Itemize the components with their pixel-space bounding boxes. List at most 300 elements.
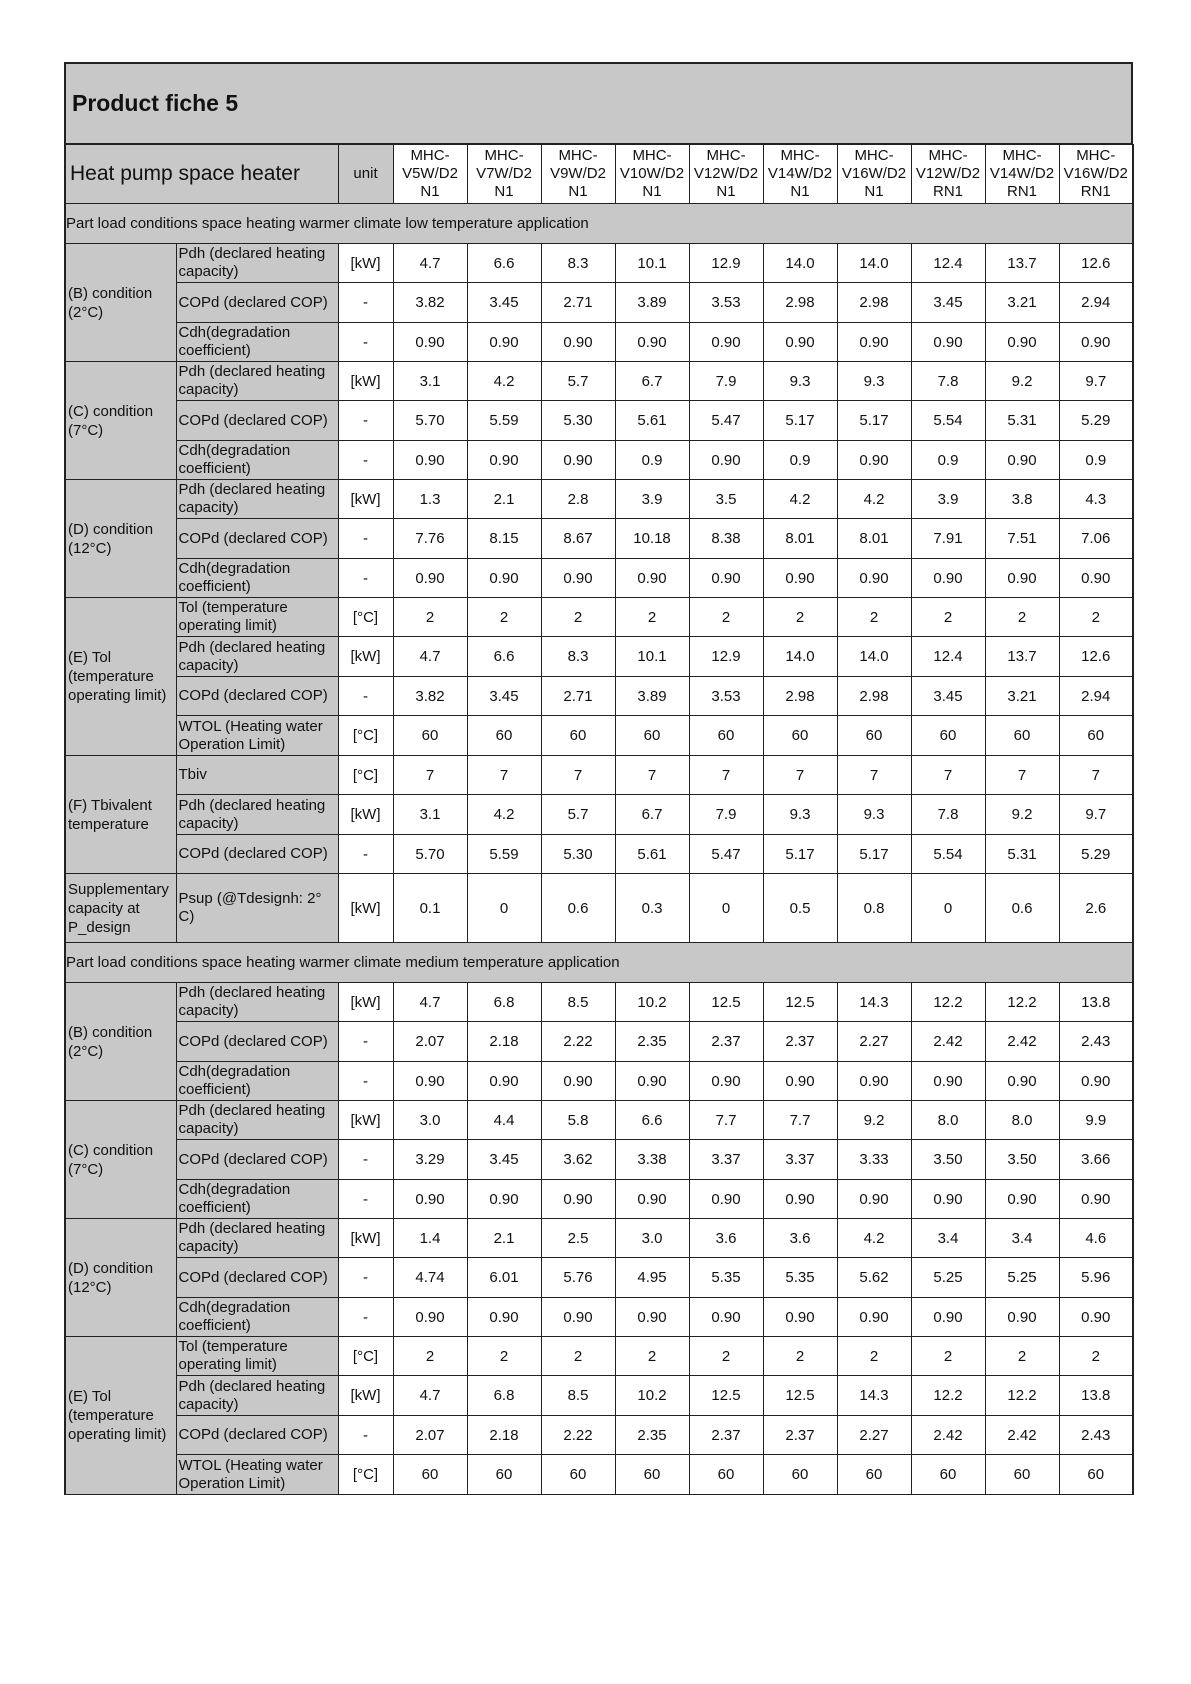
value-cell: 12.2	[985, 1376, 1059, 1416]
table-row	[65, 441, 1133, 480]
value-cell: 7.51	[985, 519, 1059, 559]
value-cell: 3.8	[985, 480, 1059, 519]
value-cell: 2	[393, 1337, 467, 1376]
value-cell: 3.45	[911, 283, 985, 323]
value-cell: 0.90	[541, 441, 615, 480]
value-cell: 5.31	[985, 401, 1059, 441]
model-header-line: MHC-	[928, 147, 968, 164]
value-cell: 4.2	[467, 795, 541, 835]
condition-label: (C) condition (7°C)	[65, 1101, 176, 1219]
model-header-line: MHC-	[1076, 147, 1116, 164]
table-row	[65, 1376, 1133, 1416]
table-row	[65, 283, 1133, 323]
value-cell: 12.5	[689, 983, 763, 1022]
value-cell: 60	[763, 1455, 837, 1495]
value-cell: 60	[1059, 716, 1133, 756]
value-cell: 0.90	[985, 441, 1059, 480]
value-cell: 3.21	[985, 283, 1059, 323]
value-cell: 2.98	[763, 677, 837, 716]
title-bar	[64, 62, 1133, 144]
parameter-label: Cdh(degradation coefficient)	[176, 559, 338, 598]
value-cell: 3.4	[985, 1219, 1059, 1258]
value-cell: 3.50	[911, 1140, 985, 1180]
value-cell: 2.94	[1059, 677, 1133, 716]
value-cell: 2.94	[1059, 283, 1133, 323]
value-cell: 2	[467, 598, 541, 637]
value-cell: 60	[911, 1455, 985, 1495]
value-cell: 8.38	[689, 519, 763, 559]
parameter-label: Tol (temperature operating limit)	[176, 598, 338, 637]
value-cell: 5.35	[689, 1258, 763, 1298]
value-cell: 5.47	[689, 401, 763, 441]
value-cell: 4.7	[393, 637, 467, 677]
value-cell: 3.5	[689, 480, 763, 519]
model-header-line: N1	[568, 183, 588, 200]
model-header-line: V5W/D2	[402, 165, 458, 182]
table-row	[65, 519, 1133, 559]
value-cell: 4.4	[467, 1101, 541, 1140]
value-cell: 6.7	[615, 362, 689, 401]
model-header-line: MHC-	[854, 147, 894, 164]
value-cell: 4.2	[467, 362, 541, 401]
value-cell: 0.90	[689, 1180, 763, 1219]
unit-cell: [°C]	[338, 1337, 393, 1376]
model-header	[393, 145, 467, 204]
table-row	[65, 1101, 1133, 1140]
model-header-line: MHC-	[1002, 147, 1042, 164]
value-cell: 9.3	[763, 795, 837, 835]
value-cell: 8.15	[467, 519, 541, 559]
value-cell: 2.22	[541, 1416, 615, 1455]
value-cell: 0.90	[1059, 1298, 1133, 1337]
value-cell: 0.90	[837, 323, 911, 362]
table-row	[65, 1455, 1133, 1495]
value-cell: 2	[467, 1337, 541, 1376]
unit-cell: [kW]	[338, 1101, 393, 1140]
value-cell: 2.18	[467, 1416, 541, 1455]
model-header-line: V14W/D2	[767, 165, 833, 182]
model-header-line: N1	[790, 183, 810, 200]
parameter-label: Cdh(degradation coefficient)	[176, 1180, 338, 1219]
value-cell: 9.3	[837, 362, 911, 401]
table-row	[65, 1298, 1133, 1337]
value-cell: 2.22	[541, 1022, 615, 1062]
value-cell: 2.37	[763, 1022, 837, 1062]
value-cell: 0.90	[689, 1298, 763, 1337]
model-header-line: RN1	[1080, 183, 1111, 200]
condition-label: (B) condition (2°C)	[65, 983, 176, 1101]
condition-label: (C) condition (7°C)	[65, 362, 176, 480]
value-cell: 2	[541, 1337, 615, 1376]
value-cell: 0.90	[837, 1062, 911, 1101]
value-cell: 0.90	[837, 1298, 911, 1337]
parameter-label: COPd (declared COP)	[176, 835, 338, 874]
value-cell: 60	[911, 716, 985, 756]
value-cell: 2.35	[615, 1416, 689, 1455]
header-unit: unit	[338, 145, 393, 204]
value-cell: 60	[985, 1455, 1059, 1495]
unit-cell: [°C]	[338, 1455, 393, 1495]
value-cell: 5.62	[837, 1258, 911, 1298]
value-cell: 8.67	[541, 519, 615, 559]
value-cell: 0.90	[615, 323, 689, 362]
value-cell: 13.7	[985, 244, 1059, 283]
value-cell: 5.47	[689, 835, 763, 874]
table-row	[65, 1416, 1133, 1455]
value-cell: 0.90	[1059, 323, 1133, 362]
value-cell: 14.0	[837, 244, 911, 283]
value-cell: 5.25	[911, 1258, 985, 1298]
table-row	[65, 835, 1133, 874]
value-cell: 14.3	[837, 983, 911, 1022]
value-cell: 3.66	[1059, 1140, 1133, 1180]
value-cell: 12.2	[911, 1376, 985, 1416]
value-cell: 0.90	[467, 1062, 541, 1101]
unit-cell: -	[338, 323, 393, 362]
value-cell: 4.74	[393, 1258, 467, 1298]
value-cell: 5.59	[467, 835, 541, 874]
value-cell: 3.6	[763, 1219, 837, 1258]
value-cell: 0.90	[837, 559, 911, 598]
value-cell: 2.27	[837, 1022, 911, 1062]
value-cell: 0.90	[911, 1298, 985, 1337]
value-cell: 10.18	[615, 519, 689, 559]
value-cell: 12.6	[1059, 637, 1133, 677]
unit-cell: [kW]	[338, 1376, 393, 1416]
value-cell: 13.8	[1059, 1376, 1133, 1416]
parameter-label: WTOL (Heating water Operation Limit)	[176, 1455, 338, 1495]
value-cell: 14.3	[837, 1376, 911, 1416]
value-cell: 0.90	[837, 1180, 911, 1219]
value-cell: 0.90	[467, 1298, 541, 1337]
unit-cell: -	[338, 1022, 393, 1062]
value-cell: 60	[689, 716, 763, 756]
value-cell: 60	[763, 716, 837, 756]
value-cell: 2.1	[467, 480, 541, 519]
value-cell: 5.35	[763, 1258, 837, 1298]
value-cell: 5.17	[837, 401, 911, 441]
table-row	[65, 1337, 1133, 1376]
value-cell: 12.5	[689, 1376, 763, 1416]
unit-cell: -	[338, 835, 393, 874]
value-cell: 7.8	[911, 795, 985, 835]
value-cell: 5.76	[541, 1258, 615, 1298]
value-cell: 5.54	[911, 835, 985, 874]
value-cell: 6.8	[467, 983, 541, 1022]
value-cell: 3.45	[467, 1140, 541, 1180]
model-header	[985, 145, 1059, 204]
value-cell: 60	[541, 716, 615, 756]
table-row	[65, 874, 1133, 943]
value-cell: 0	[911, 874, 985, 943]
value-cell: 0.90	[393, 1298, 467, 1337]
table-row	[65, 983, 1133, 1022]
value-cell: 0.90	[911, 1180, 985, 1219]
table-row	[65, 598, 1133, 637]
model-header	[467, 145, 541, 204]
unit-cell: [kW]	[338, 795, 393, 835]
value-cell: 60	[1059, 1455, 1133, 1495]
value-cell: 0	[689, 874, 763, 943]
value-cell: 2	[689, 598, 763, 637]
parameter-label: Pdh (declared heating capacity)	[176, 362, 338, 401]
value-cell: 8.01	[837, 519, 911, 559]
value-cell: 2.07	[393, 1416, 467, 1455]
value-cell: 12.5	[763, 983, 837, 1022]
value-cell: 2.18	[467, 1022, 541, 1062]
value-cell: 0.90	[541, 323, 615, 362]
unit-cell: [kW]	[338, 244, 393, 283]
table-row	[65, 1022, 1133, 1062]
model-header-line: MHC-	[484, 147, 524, 164]
value-cell: 4.95	[615, 1258, 689, 1298]
value-cell: 10.1	[615, 637, 689, 677]
value-cell: 5.30	[541, 401, 615, 441]
value-cell: 4.6	[1059, 1219, 1133, 1258]
model-header-line: V9W/D2	[550, 165, 606, 182]
product-fiche-sheet	[64, 62, 1133, 1495]
value-cell: 0.90	[763, 559, 837, 598]
value-cell: 10.2	[615, 1376, 689, 1416]
parameter-label: Pdh (declared heating capacity)	[176, 244, 338, 283]
parameter-label: COPd (declared COP)	[176, 1258, 338, 1298]
value-cell: 8.5	[541, 983, 615, 1022]
section-title: Part load conditions space heating warmer climate medium temperature application	[65, 943, 1133, 983]
value-cell: 7	[393, 756, 467, 795]
model-header-line: MHC-	[632, 147, 672, 164]
value-cell: 12.2	[985, 983, 1059, 1022]
parameter-label: Psup (@Tdesignh: 2° C)	[176, 874, 338, 943]
value-cell: 2	[1059, 1337, 1133, 1376]
model-header-line: V7W/D2	[476, 165, 532, 182]
model-header-line: V16W/D2	[1063, 165, 1128, 182]
value-cell: 0.6	[541, 874, 615, 943]
table-row	[65, 1062, 1133, 1101]
value-cell: 0.90	[615, 1298, 689, 1337]
value-cell: 3.38	[615, 1140, 689, 1180]
value-cell: 2.43	[1059, 1416, 1133, 1455]
model-header-line: N1	[494, 183, 514, 200]
value-cell: 3.82	[393, 283, 467, 323]
model-header-line: V12W/D2	[693, 165, 759, 182]
value-cell: 2	[393, 598, 467, 637]
model-header-line: RN1	[933, 183, 964, 200]
value-cell: 0.90	[467, 559, 541, 598]
parameter-label: Cdh(degradation coefficient)	[176, 1298, 338, 1337]
value-cell: 7.9	[689, 362, 763, 401]
value-cell: 2	[763, 1337, 837, 1376]
value-cell: 0.90	[911, 323, 985, 362]
unit-cell: -	[338, 1416, 393, 1455]
value-cell: 14.0	[763, 637, 837, 677]
value-cell: 0.90	[689, 1062, 763, 1101]
table-row	[65, 677, 1133, 716]
value-cell: 0.90	[393, 1062, 467, 1101]
table-row	[65, 1258, 1133, 1298]
value-cell: 2.98	[837, 677, 911, 716]
value-cell: 2.35	[615, 1022, 689, 1062]
table-row	[65, 637, 1133, 677]
value-cell: 60	[393, 716, 467, 756]
value-cell: 8.0	[985, 1101, 1059, 1140]
value-cell: 5.17	[763, 401, 837, 441]
value-cell: 5.70	[393, 835, 467, 874]
table-row	[65, 795, 1133, 835]
value-cell: 2.42	[985, 1416, 1059, 1455]
value-cell: 0.90	[615, 559, 689, 598]
value-cell: 12.9	[689, 637, 763, 677]
table-row	[65, 480, 1133, 519]
value-cell: 0.90	[985, 323, 1059, 362]
parameter-label: Cdh(degradation coefficient)	[176, 441, 338, 480]
value-cell: 7.8	[911, 362, 985, 401]
value-cell: 10.1	[615, 244, 689, 283]
value-cell: 0	[467, 874, 541, 943]
unit-cell: [kW]	[338, 983, 393, 1022]
value-cell: 60	[541, 1455, 615, 1495]
unit-cell: -	[338, 283, 393, 323]
value-cell: 7.7	[689, 1101, 763, 1140]
value-cell: 0.90	[541, 1298, 615, 1337]
condition-label: (D) condition (12°C)	[65, 480, 176, 598]
value-cell: 3.53	[689, 283, 763, 323]
unit-cell: -	[338, 401, 393, 441]
value-cell: 8.5	[541, 1376, 615, 1416]
value-cell: 5.30	[541, 835, 615, 874]
value-cell: 7	[1059, 756, 1133, 795]
header-row	[65, 145, 1133, 204]
value-cell: 10.2	[615, 983, 689, 1022]
table-row	[65, 1219, 1133, 1258]
parameter-label: Tbiv	[176, 756, 338, 795]
value-cell: 2.5	[541, 1219, 615, 1258]
parameter-label: Pdh (declared heating capacity)	[176, 983, 338, 1022]
value-cell: 3.45	[467, 677, 541, 716]
value-cell: 60	[837, 1455, 911, 1495]
value-cell: 0.90	[541, 559, 615, 598]
value-cell: 2	[837, 598, 911, 637]
table-row	[65, 1180, 1133, 1219]
value-cell: 5.61	[615, 401, 689, 441]
unit-cell: -	[338, 441, 393, 480]
model-header	[911, 145, 985, 204]
value-cell: 5.54	[911, 401, 985, 441]
value-cell: 0.9	[1059, 441, 1133, 480]
value-cell: 6.7	[615, 795, 689, 835]
value-cell: 3.82	[393, 677, 467, 716]
value-cell: 5.29	[1059, 835, 1133, 874]
value-cell: 4.7	[393, 1376, 467, 1416]
value-cell: 5.17	[837, 835, 911, 874]
value-cell: 3.33	[837, 1140, 911, 1180]
value-cell: 5.7	[541, 362, 615, 401]
value-cell: 7.91	[911, 519, 985, 559]
model-header	[763, 145, 837, 204]
value-cell: 9.2	[837, 1101, 911, 1140]
value-cell: 60	[393, 1455, 467, 1495]
parameter-label: COPd (declared COP)	[176, 1022, 338, 1062]
value-cell: 7.9	[689, 795, 763, 835]
value-cell: 0.90	[393, 441, 467, 480]
condition-label: (E) Tol (temperature operating limit)	[65, 598, 176, 756]
value-cell: 6.01	[467, 1258, 541, 1298]
value-cell: 6.8	[467, 1376, 541, 1416]
value-cell: 3.6	[689, 1219, 763, 1258]
value-cell: 9.7	[1059, 795, 1133, 835]
model-header-line: V16W/D2	[841, 165, 907, 182]
value-cell: 0.90	[763, 1062, 837, 1101]
value-cell: 7	[837, 756, 911, 795]
value-cell: 3.0	[615, 1219, 689, 1258]
value-cell: 60	[689, 1455, 763, 1495]
value-cell: 0.90	[985, 559, 1059, 598]
value-cell: 60	[615, 1455, 689, 1495]
value-cell: 5.17	[763, 835, 837, 874]
table-row	[65, 323, 1133, 362]
value-cell: 60	[467, 1455, 541, 1495]
parameter-label: Pdh (declared heating capacity)	[176, 480, 338, 519]
value-cell: 2	[911, 598, 985, 637]
value-cell: 7	[467, 756, 541, 795]
value-cell: 4.2	[763, 480, 837, 519]
value-cell: 0.90	[1059, 1180, 1133, 1219]
value-cell: 4.2	[837, 480, 911, 519]
parameter-label: Pdh (declared heating capacity)	[176, 1219, 338, 1258]
model-header	[1059, 145, 1133, 204]
value-cell: 7	[615, 756, 689, 795]
value-cell: 0.90	[393, 1180, 467, 1219]
value-cell: 7.7	[763, 1101, 837, 1140]
value-cell: 2.37	[689, 1416, 763, 1455]
value-cell: 9.9	[1059, 1101, 1133, 1140]
value-cell: 2	[985, 598, 1059, 637]
value-cell: 2	[541, 598, 615, 637]
value-cell: 3.9	[615, 480, 689, 519]
parameter-label: Cdh(degradation coefficient)	[176, 323, 338, 362]
value-cell: 3.21	[985, 677, 1059, 716]
parameter-label: WTOL (Heating water Operation Limit)	[176, 716, 338, 756]
table-row	[65, 716, 1133, 756]
value-cell: 7	[541, 756, 615, 795]
value-cell: 0.90	[985, 1062, 1059, 1101]
value-cell: 8.0	[911, 1101, 985, 1140]
value-cell: 0.90	[615, 1062, 689, 1101]
parameter-label: COPd (declared COP)	[176, 519, 338, 559]
value-cell: 2.42	[911, 1022, 985, 1062]
value-cell: 3.0	[393, 1101, 467, 1140]
value-cell: 7.06	[1059, 519, 1133, 559]
value-cell: 4.2	[837, 1219, 911, 1258]
model-header-line: V12W/D2	[915, 165, 981, 182]
value-cell: 8.3	[541, 637, 615, 677]
unit-cell: -	[338, 519, 393, 559]
parameter-label: Pdh (declared heating capacity)	[176, 637, 338, 677]
value-cell: 0.90	[837, 441, 911, 480]
value-cell: 0.90	[541, 1180, 615, 1219]
value-cell: 2	[985, 1337, 1059, 1376]
unit-cell: -	[338, 559, 393, 598]
value-cell: 6.6	[615, 1101, 689, 1140]
unit-cell: [kW]	[338, 480, 393, 519]
model-header	[689, 145, 763, 204]
value-cell: 60	[985, 716, 1059, 756]
unit-cell: [°C]	[338, 598, 393, 637]
value-cell: 3.9	[911, 480, 985, 519]
model-header-line: N1	[420, 183, 440, 200]
value-cell: 7.76	[393, 519, 467, 559]
value-cell: 0.90	[689, 323, 763, 362]
parameter-label: COPd (declared COP)	[176, 1416, 338, 1455]
